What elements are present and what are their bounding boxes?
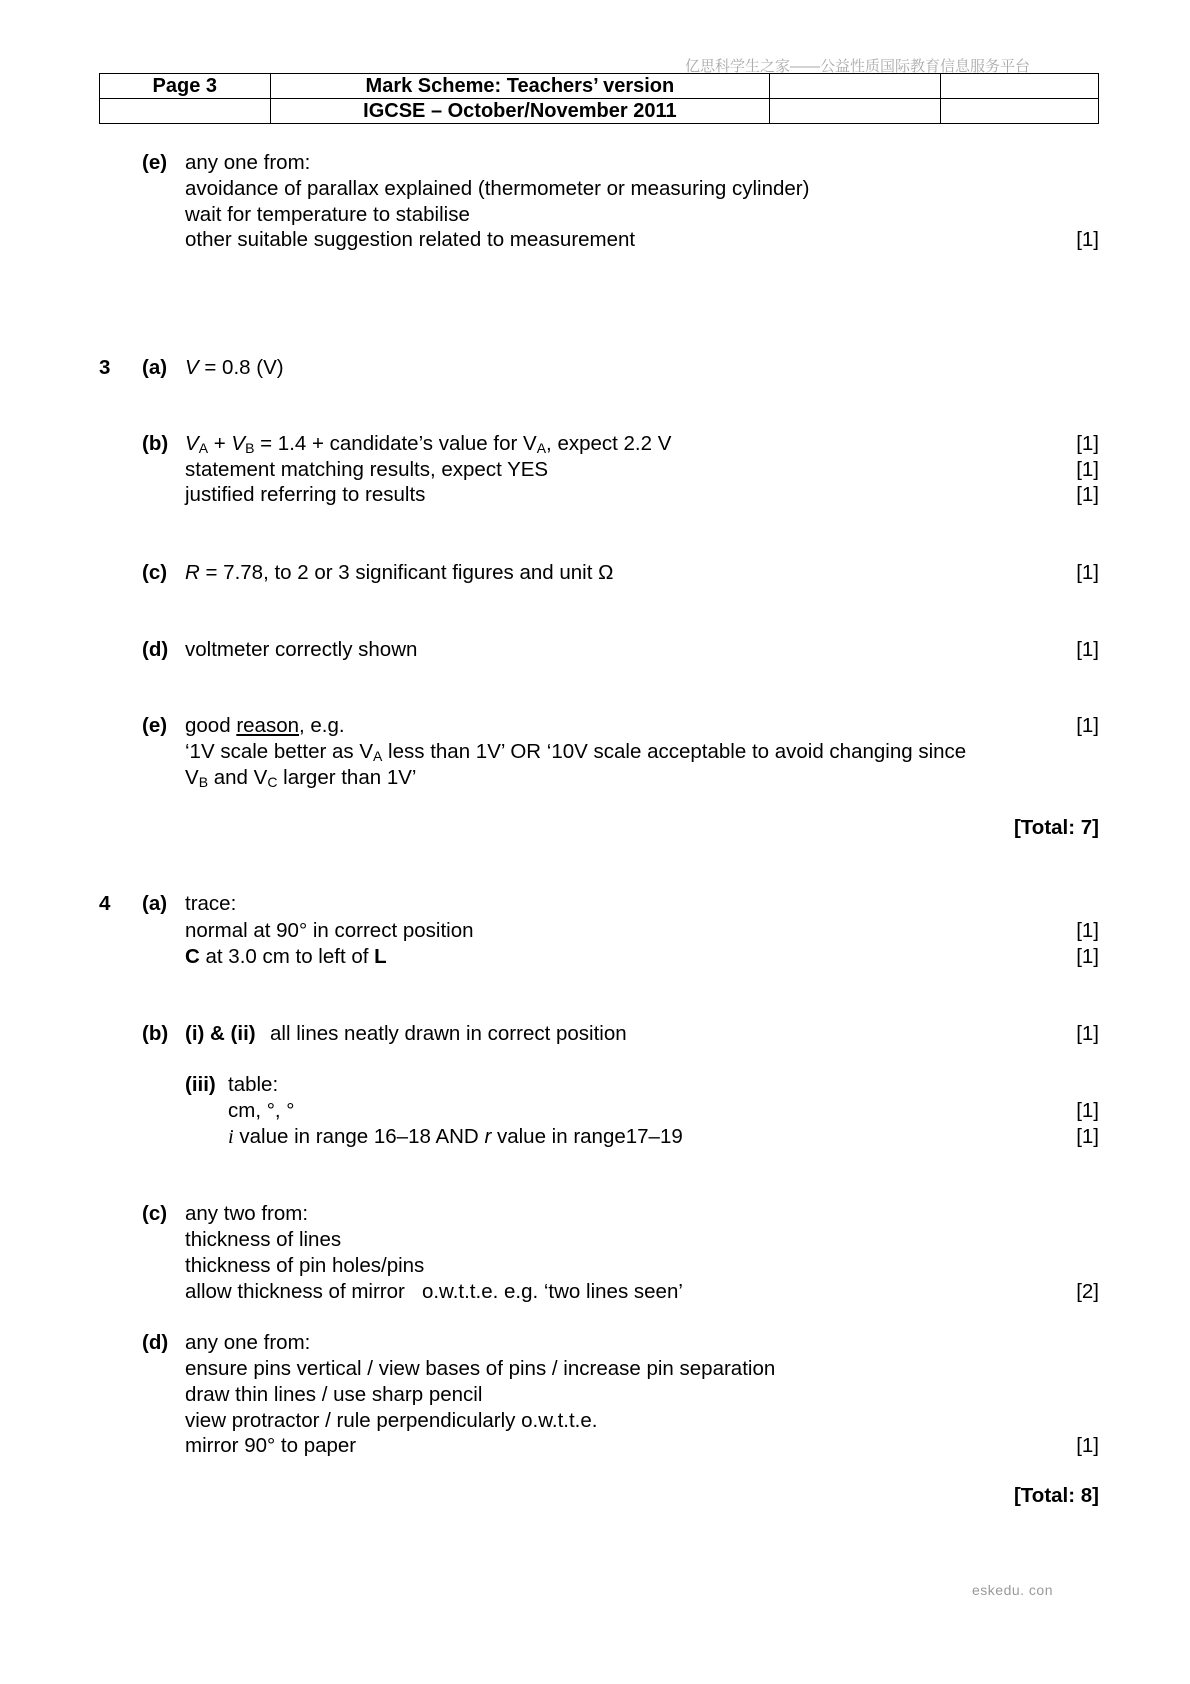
part-label: (c) xyxy=(142,561,168,584)
answer-line: cm, °, ° xyxy=(228,1099,295,1122)
sub-part-label: (i) & (ii) xyxy=(185,1022,256,1045)
mark: [1] xyxy=(1076,228,1099,251)
answer-line: voltmeter correctly shown xyxy=(185,638,418,661)
answer-line: good reason, e.g. xyxy=(185,714,345,737)
part-label: (e) xyxy=(142,151,168,174)
part-label: (c) xyxy=(142,1202,168,1225)
total-mark: [Total: 7] xyxy=(1013,816,1099,839)
answer-line: statement matching results, expect YES xyxy=(185,458,549,481)
answer-line: justified referring to results xyxy=(185,483,426,506)
watermark-text: 亿思科学生之家——公益性质国际教育信息服务平台 xyxy=(685,58,1031,75)
answer-line: view protractor / rule perpendicularly o.w.t.t.e. xyxy=(185,1409,598,1432)
part-label: (d) xyxy=(142,1331,169,1354)
part-label: (b) xyxy=(142,1022,169,1045)
answer-line: trace: xyxy=(185,892,237,915)
mark: [1] xyxy=(1076,1022,1099,1045)
part-label: (d) xyxy=(142,638,169,661)
footer-watermark: eskedu. con xyxy=(972,1582,1053,1598)
header-table xyxy=(99,73,1099,124)
mark: [1] xyxy=(1076,1125,1099,1148)
answer-line: allow thickness of mirror o.w.t.t.e. e.g. ‘two lines seen’ xyxy=(185,1280,683,1303)
part-label: (e) xyxy=(142,714,168,737)
mark: [1] xyxy=(1076,714,1099,737)
mark: [1] xyxy=(1076,458,1099,481)
answer-line: table: xyxy=(228,1073,279,1096)
mark: [1] xyxy=(1076,1099,1099,1122)
answer-line: V = 0.8 (V) xyxy=(185,356,284,379)
answer-line: any two from: xyxy=(185,1202,309,1225)
answer-line: $V_A + V_B = 1.4$ + candidate’s value for $V_A$, expect 2.2 V xyxy=(185,432,672,456)
answer-line: any one from: xyxy=(185,151,311,174)
header-cell-empty xyxy=(100,99,271,124)
answer-line: all lines neatly drawn in correct position xyxy=(270,1022,627,1045)
answer-line: any one from: xyxy=(185,1331,311,1354)
question-number: 4 xyxy=(99,892,111,915)
answer-line: wait for temperature to stabilise xyxy=(185,203,470,226)
mark: [2] xyxy=(1076,1280,1099,1303)
answer-line: thickness of lines xyxy=(185,1228,342,1251)
answer-line: R = 7.78, to 2 or 3 significant figures and unit Ω xyxy=(185,561,614,584)
part-label: (a) xyxy=(142,892,168,915)
page-label: Page 3 xyxy=(100,74,271,99)
mark: [1] xyxy=(1076,1434,1099,1457)
total-mark: [Total: 8] xyxy=(1013,1484,1099,1507)
mark: [1] xyxy=(1076,919,1099,942)
document-subtitle: IGCSE – October/November 2011 xyxy=(270,99,770,124)
document-title: Mark Scheme: Teachers’ version xyxy=(270,74,770,99)
answer-line: i value in range 16–18 AND r value in range17–19 xyxy=(228,1125,683,1148)
mark: [1] xyxy=(1076,432,1099,455)
header-cell-empty xyxy=(770,99,940,124)
header-cell-empty xyxy=(940,74,1098,99)
answer-line: ensure pins vertical / view bases of pins / increase pin separation xyxy=(185,1357,776,1380)
part-label: (a) xyxy=(142,356,168,379)
header-cell-empty xyxy=(940,99,1098,124)
sub-part-label: (iii) xyxy=(185,1073,216,1096)
mark: [1] xyxy=(1076,561,1099,584)
answer-line: mirror 90° to paper xyxy=(185,1434,357,1457)
answer-line: C at 3.0 cm to left of L xyxy=(185,945,387,968)
answer-line: ‘1V scale better as $V_A$ less than 1V’ OR ‘10V scale acceptable to avoid changing since xyxy=(185,740,967,764)
mark: [1] xyxy=(1076,483,1099,506)
header-cell-empty xyxy=(770,74,940,99)
answer-line: avoidance of parallax explained (thermometer or measuring cylinder) xyxy=(185,177,810,200)
answer-line: draw thin lines / use sharp pencil xyxy=(185,1383,483,1406)
part-label: (b) xyxy=(142,432,169,455)
mark: [1] xyxy=(1076,638,1099,661)
answer-line: thickness of pin holes/pins xyxy=(185,1254,425,1277)
mark: [1] xyxy=(1076,945,1099,968)
answer-line: other suitable suggestion related to measurement xyxy=(185,228,636,251)
answer-line: normal at 90° in correct position xyxy=(185,919,474,942)
answer-line: $V_B$ and $V_C$ larger than 1V’ xyxy=(185,766,417,790)
question-number: 3 xyxy=(99,356,111,379)
